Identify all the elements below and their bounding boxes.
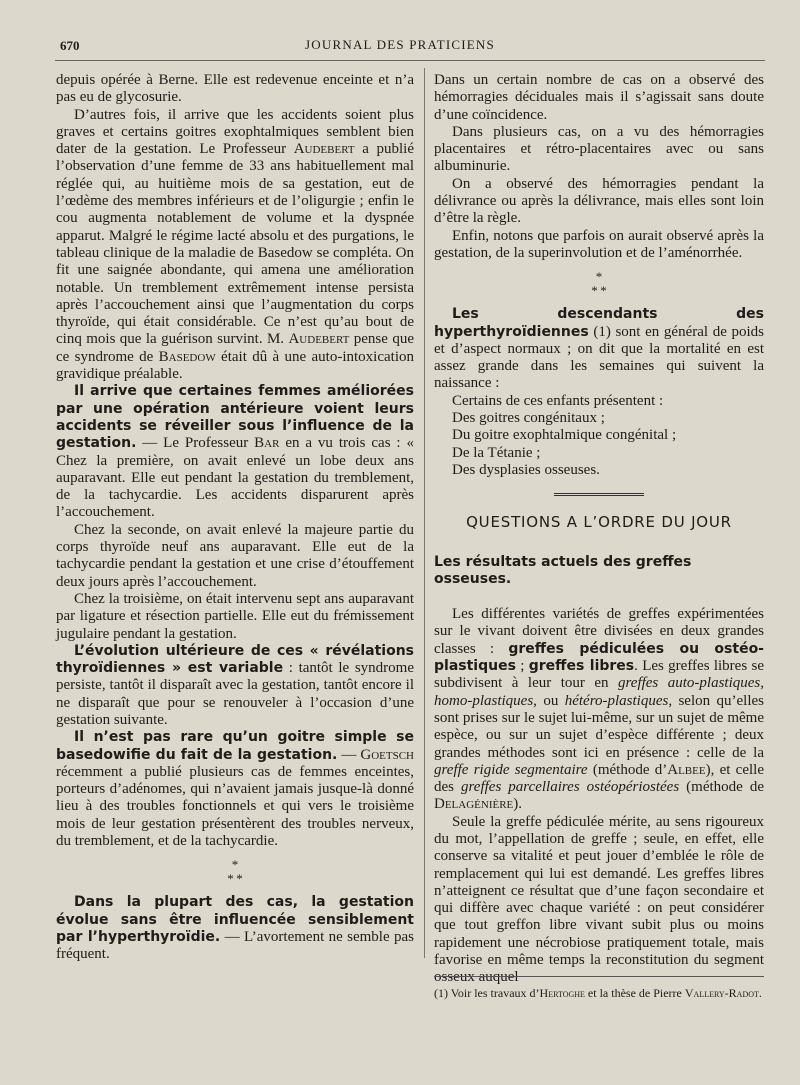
list-item: Des goitres congénitaux ; <box>452 410 605 427</box>
section-title: QUESTIONS A L’ORDRE DU JOUR <box>466 513 732 532</box>
bold-heading: Dans la plupart des cas, la gestation évolue sans être influencée sensiblement par l’hyperthyroïdie. <box>56 894 414 945</box>
list-item: Des dysplasies osseuses. <box>452 461 600 478</box>
paragraph <box>56 894 414 963</box>
text-run: — <box>337 746 361 763</box>
paragraph: Seule la greffe pédiculée mérite, au sens rigoureux du mot, l’appellation de greffe ; seule, en effet, elle conserve sa vitalité et peut jouer d’emblée le rôle de remplacement qui lui est demandé. Les greffes libres n’atteignent ce résultat que d’une façon secondaire et qui diffère avec chaque variété : on peut considérer que tout greffon libre vivant subit plus ou moins rapidement une nécrobiose pratiquement totale, mais favorise en même temps la reconstitution du segment osseux auquel <box>434 813 764 986</box>
bold-heading: Il n’est pas rare qu’un goitre simple se basedowifie du fait de la gestation. <box>56 729 414 763</box>
header-rule <box>55 60 765 61</box>
author-name: Basedow <box>158 348 216 365</box>
bold-term: greffes pédiculées ou ostéo-plastiques <box>434 640 764 675</box>
italic-term: greffe rigide segmentaire <box>434 761 588 778</box>
author-name: Bar <box>254 435 280 452</box>
star: * <box>591 283 598 299</box>
left-column <box>56 72 414 964</box>
column-divider <box>424 68 425 958</box>
text-run: , ou <box>533 692 565 709</box>
author-name: Delagénière <box>434 796 514 813</box>
section-separator <box>554 493 644 498</box>
asterism <box>434 270 764 298</box>
star: * <box>231 857 239 873</box>
author-name: Albee <box>667 761 706 778</box>
list-item: Certains de ces enfants présentent : <box>452 392 664 409</box>
text-run: ). <box>513 796 523 813</box>
text-run: — L’avortement ne semble pas fréquent. <box>56 928 414 963</box>
page-number: 670 <box>60 38 80 53</box>
text-run: ), et celle des <box>434 761 764 796</box>
paragraph <box>56 729 414 850</box>
text-run: en a vu trois cas : « Chez la première, on avait enlevé un lobe deux ans auparavant. Elle eut pendant la gestation du tremblement, de la tachycardie. Les accidents disparurent après l’accouchement. <box>56 435 414 521</box>
paragraph: Dans un certain nombre de cas on a observé des hémorragies déciduales mais il s’agissait sans doute d’une coïncidence. <box>434 72 764 123</box>
author-name: Goetsch <box>360 746 414 763</box>
footnote-rule <box>434 976 764 977</box>
list-item: Du goitre exophtalmique congénital ; <box>452 427 677 444</box>
paragraph: Chez la seconde, on avait enlevé la majeure partie du corps thyroïde neuf ans auparavant. Elle eut de la tachycardie pendant la gestation et une crise d’étouffement deux jours après l’accouchement. <box>56 521 414 590</box>
text-run: (1) sont en général de poids et d’aspect normaux ; on dit que la mortalité en est assez grande dans les semaines qui suivent la naissance : <box>434 323 764 392</box>
text-run: — Le Professeur <box>136 435 255 452</box>
text-run: Les différentes variétés de greffes expérimentées sur le vivant doivent être divisées en deux grandes classes : <box>434 606 764 657</box>
article-subtitle: Les résultats actuels des greffes osseuses. <box>434 553 692 587</box>
bold-term: greffes libres <box>528 658 635 675</box>
star: * <box>600 283 607 299</box>
italic-term: greffes auto-plastiques, homo-plastiques <box>434 675 764 709</box>
paragraph <box>434 606 764 814</box>
text-run: , selon qu’elles sont prises sur le sujet lui-même, sur un sujet de même espèce, ou sur un sujet d’espèce différente ; deux grandes méthodes sont ici en présence : celle de la <box>434 692 764 761</box>
star: * <box>595 269 603 285</box>
paragraph: Dans plusieurs cas, on a vu des hémorragies placentaires et rétro-placentaires avec ou sans albuminurie. <box>434 123 764 175</box>
bold-heading: Les descendants des hyperthyroïdiennes <box>434 306 764 340</box>
text-run: pense que ce syndrome de <box>56 331 414 365</box>
italic-term: greffes parcellaires ostéopériostées <box>461 779 680 796</box>
text-run: a publié l’observation d’une femme de 33 ans habituellement mal réglée qui, au huitième mois de sa gestation, eut de l’œdème des membres inférieurs et de l’oligurgie ; enfin le cou augmenta notablement de volume et la dyspnée apparut. Malgré le régime lacté absolu et des purgations, le tableau clinique de la maladie de Basedow se compléta. On fit une saignée abondante, qui amena une amélioration notable. Un tremblement extrêmement intense persista après l’accouchement ainsi que l’augmentation du corps thyroïde, qui était considérable. Ce n’est qu’au bout de cinq mois que la guérison survint. M. <box>56 141 414 348</box>
text-run: D’autres fois, il arrive que les accidents soient plus graves et certains goitres exophtalmiques semblent bien dater de la gestation. Le Professeur <box>56 106 414 158</box>
paragraph: Enfin, notons que parfois on aurait observé après la gestation, de la superinvolution et de l’aménorrhée. <box>434 227 764 261</box>
author-name: Audebert <box>288 331 350 348</box>
paragraph <box>56 107 414 384</box>
italic-term: hétéro-plastiques <box>564 692 669 709</box>
text-run: (1) Voir les travaux d’ <box>434 986 540 1000</box>
text-run: (méthode de <box>679 779 764 796</box>
paragraph <box>56 643 414 729</box>
text-run: et la thèse de Pierre <box>584 986 685 1000</box>
asterism <box>56 858 414 886</box>
text-run: . <box>758 986 762 1000</box>
text-run: : tantôt le syndrome persiste, tantôt il disparaît avec la gestation, tantôt encore il ne disparaît que pour se renouveler à l’occasion d’une gestation suivante. <box>56 660 415 728</box>
text-run: . Les greffes libres se subdivisent à leur tour en <box>434 658 764 692</box>
paragraph: On a observé des hémorragies pendant la délivrance ou après la délivrance, mais elles sont loin d’être la règle. <box>434 175 764 227</box>
running-title: JOURNAL DES PRATICIENS <box>305 37 495 52</box>
paragraph: depuis opérée à Berne. Elle est redevenue enceinte et n’a pas eu de glycosurie. <box>56 72 414 106</box>
bold-heading: Il arrive que certaines femmes améliorées par une opération antérieure voient leurs accidents se réveiller sous l’influence de la gestation. <box>56 383 414 452</box>
author-name: Hertoghe <box>539 986 585 1000</box>
star: * <box>227 871 234 887</box>
author-name: Audebert <box>293 141 355 158</box>
paragraph: Chez la troisième, on était intervenu sept ans auparavant par ligature et résection partielle. Elle eut du frémissement jugulaire pendant la gestation. <box>56 590 414 642</box>
author-name: Vallery-Radot <box>684 986 759 1000</box>
star: * <box>236 871 243 887</box>
bold-heading: L’évolution ultérieure de ces « révélations thyroïdiennes » est variable <box>56 642 414 677</box>
text-run: récemment a publié plusieurs cas de femmes enceintes, porteurs d’adénomes, qui n’avaient jamais jusque-là donné lieu à des troubles fonctionnels et qui vers le troisième mois de leur gestation présentèrent des troubles nerveux, du tremblement, et de la tachycardie. <box>56 763 414 850</box>
paragraph <box>434 306 764 392</box>
paragraph <box>56 383 414 521</box>
text-run: (méthode d’ <box>587 761 668 778</box>
footnote <box>434 986 764 1001</box>
text-run: ; <box>515 658 529 675</box>
list-item: De la Tétanie ; <box>452 444 541 461</box>
text-run: était dû à une auto-intoxication gravidique préalable. <box>56 348 414 383</box>
right-column <box>434 72 764 987</box>
